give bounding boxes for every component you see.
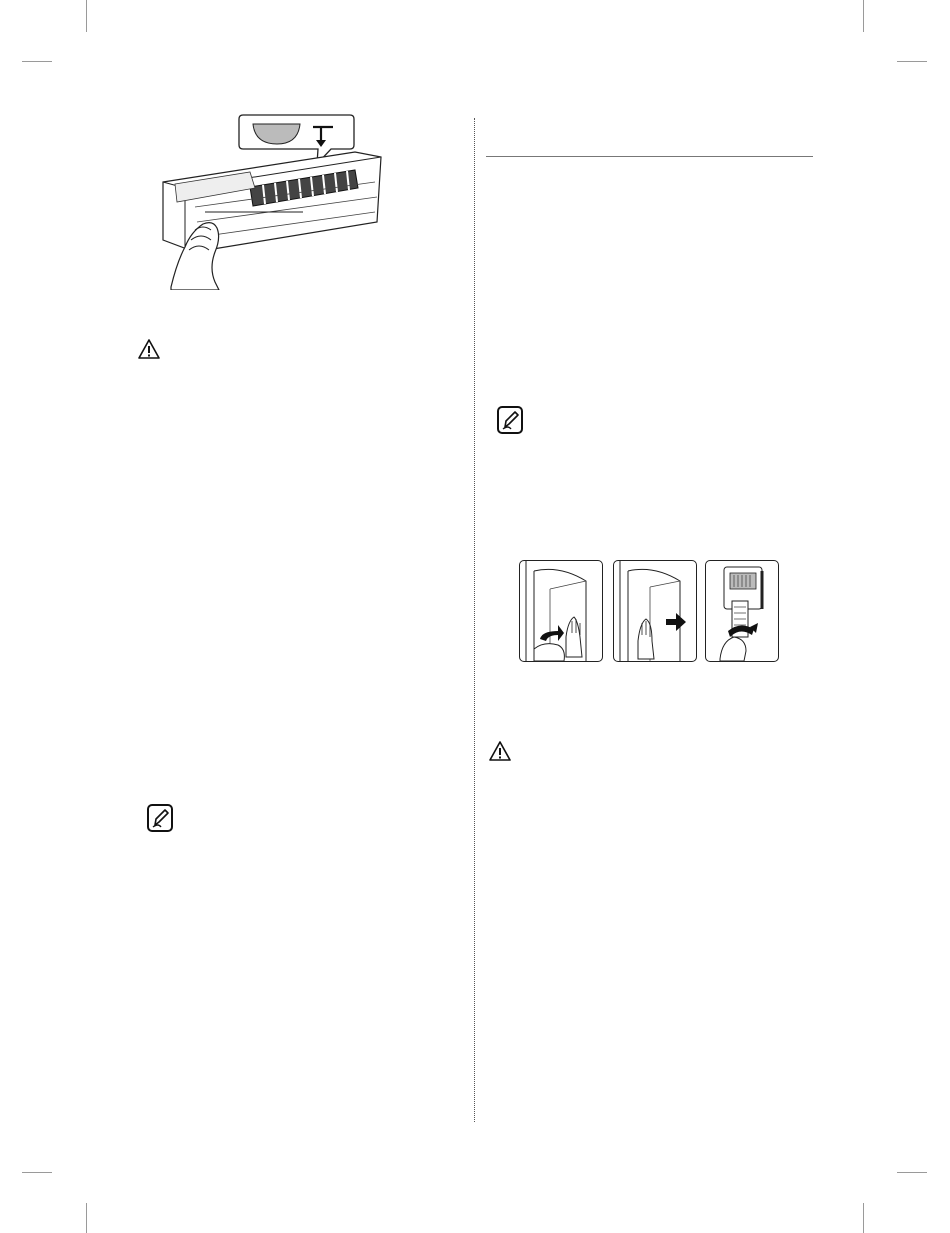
- ice-maker-illustration: [155, 112, 385, 290]
- filter-step-3-panel: [705, 560, 779, 662]
- crop-mark-top-left-horizontal: [22, 61, 52, 62]
- warning-triangle-icon: [137, 338, 161, 360]
- warning-triangle-icon: [488, 740, 512, 762]
- crop-mark-top-right-vertical: [863, 0, 864, 32]
- crop-mark-bottom-left-vertical: [86, 1203, 87, 1233]
- note-pencil-icon: [146, 803, 174, 833]
- filter-step-2-panel: [613, 560, 697, 662]
- column-divider: [474, 118, 475, 1122]
- note-pencil-icon: [496, 405, 524, 435]
- filter-step-1-panel: [519, 560, 603, 662]
- crop-mark-bottom-left-horizontal: [22, 1172, 52, 1173]
- crop-mark-top-right-horizontal: [897, 61, 927, 62]
- crop-mark-bottom-right-horizontal: [897, 1172, 927, 1173]
- section-rule: [486, 156, 813, 157]
- crop-mark-bottom-right-vertical: [863, 1203, 864, 1233]
- crop-mark-top-left-vertical: [86, 0, 87, 32]
